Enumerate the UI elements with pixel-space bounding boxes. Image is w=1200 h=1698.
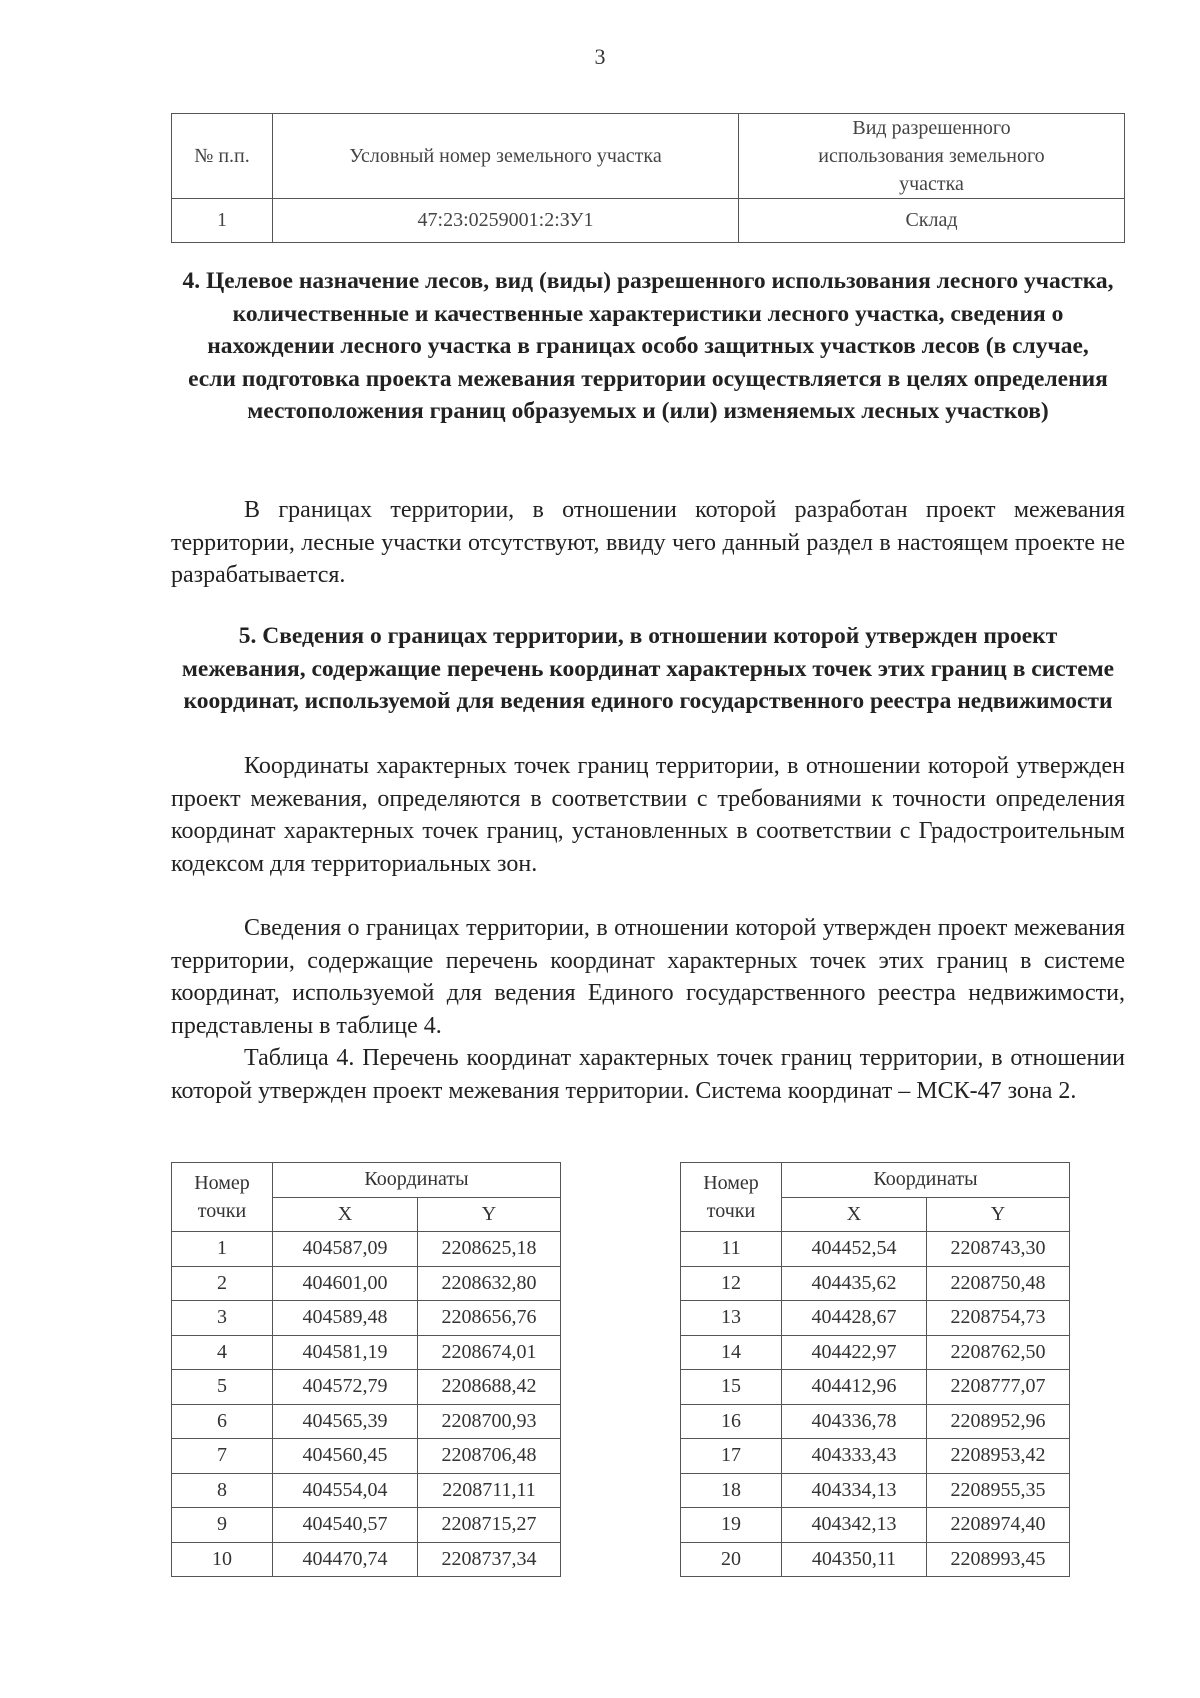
x-coordinate-cell: 404554,04 bbox=[273, 1473, 418, 1508]
cell-plot-number: 47:23:0259001:2:ЗУ1 bbox=[273, 199, 739, 243]
point-number-cell: 20 bbox=[681, 1542, 782, 1577]
coordinates-body-left bbox=[172, 1232, 561, 1577]
x-coordinate-cell: 404470,74 bbox=[273, 1542, 418, 1577]
x-coordinate-cell: 404565,39 bbox=[273, 1404, 418, 1439]
y-coordinate-cell: 2208737,34 bbox=[418, 1542, 561, 1577]
x-coordinate-cell: 404581,19 bbox=[273, 1335, 418, 1370]
point-number-cell: 6 bbox=[172, 1404, 273, 1439]
table-row bbox=[681, 1301, 1070, 1336]
cell-permitted-use: Склад bbox=[739, 199, 1125, 243]
table-row bbox=[172, 199, 1125, 243]
y-coordinate-cell: 2208706,48 bbox=[418, 1439, 561, 1474]
x-coordinate-cell: 404560,45 bbox=[273, 1439, 418, 1474]
table-row bbox=[681, 1542, 1070, 1577]
point-number-cell: 12 bbox=[681, 1266, 782, 1301]
point-number-cell: 4 bbox=[172, 1335, 273, 1370]
y-coordinate-cell: 2208656,76 bbox=[418, 1301, 561, 1336]
table-row bbox=[172, 1266, 561, 1301]
coord-header-row bbox=[681, 1163, 1070, 1198]
point-number-cell: 7 bbox=[172, 1439, 273, 1474]
y-coordinate-cell: 2208632,80 bbox=[418, 1266, 561, 1301]
point-number-cell: 8 bbox=[172, 1473, 273, 1508]
x-coordinate-cell: 404412,96 bbox=[782, 1370, 927, 1405]
point-number-cell: 13 bbox=[681, 1301, 782, 1336]
table-row bbox=[681, 1370, 1070, 1405]
coordinates-header: Координаты bbox=[782, 1163, 1070, 1198]
point-number-cell: 18 bbox=[681, 1473, 782, 1508]
point-number-cell: 19 bbox=[681, 1508, 782, 1543]
x-coordinate-cell: 404342,13 bbox=[782, 1508, 927, 1543]
x-coordinate-cell: 404589,48 bbox=[273, 1301, 418, 1336]
x-coordinate-cell: 404601,00 bbox=[273, 1266, 418, 1301]
point-number-cell: 1 bbox=[172, 1232, 273, 1267]
point-number-cell: 10 bbox=[172, 1542, 273, 1577]
point-number-cell: 11 bbox=[681, 1232, 782, 1267]
y-coordinate-cell: 2208711,11 bbox=[418, 1473, 561, 1508]
point-number-cell: 15 bbox=[681, 1370, 782, 1405]
point-number-cell: 2 bbox=[172, 1266, 273, 1301]
table-row bbox=[172, 1404, 561, 1439]
coordinates-table-left bbox=[171, 1162, 561, 1577]
section-5-heading: 5. Сведения о границах территории, в отношении которой утвержден проект межевания, содержащие перечень координат характерных точек этих границ в системе координат, используемой для ведения единого государственного реестра недвижимости bbox=[181, 623, 1115, 714]
table-row bbox=[681, 1266, 1070, 1301]
page-number: 3 bbox=[594, 44, 606, 69]
y-coordinate-cell: 2208993,45 bbox=[927, 1542, 1070, 1577]
point-number-cell: 17 bbox=[681, 1439, 782, 1474]
y-coordinate-cell: 2208688,42 bbox=[418, 1370, 561, 1405]
x-coordinate-cell: 404336,78 bbox=[782, 1404, 927, 1439]
y-coordinate-cell: 2208777,07 bbox=[927, 1370, 1070, 1405]
x-coordinate-cell: 404422,97 bbox=[782, 1335, 927, 1370]
x-header: X bbox=[273, 1197, 418, 1232]
x-coordinate-cell: 404435,62 bbox=[782, 1266, 927, 1301]
y-coordinate-cell: 2208674,01 bbox=[418, 1335, 561, 1370]
y-coordinate-cell: 2208750,48 bbox=[927, 1266, 1070, 1301]
table-row bbox=[172, 1335, 561, 1370]
land-plot-table bbox=[171, 113, 1125, 243]
y-coordinate-cell: 2208762,50 bbox=[927, 1335, 1070, 1370]
point-number-cell: 9 bbox=[172, 1508, 273, 1543]
table-row bbox=[172, 1508, 561, 1543]
table-4-caption: Таблица 4. Перечень координат характерных точек границ территории, в отношении которой утвержден проект межевания территории. Система координат – МСК-47 зона 2. bbox=[171, 1045, 1125, 1104]
point-number-cell: 14 bbox=[681, 1335, 782, 1370]
y-coordinate-cell: 2208952,96 bbox=[927, 1404, 1070, 1439]
point-number-cell: 5 bbox=[172, 1370, 273, 1405]
y-coordinate-cell: 2208700,93 bbox=[418, 1404, 561, 1439]
table-row bbox=[681, 1335, 1070, 1370]
section-5-paragraph-1: Координаты характерных точек границ территории, в отношении которой утвержден проект межевания, определяются в соответствии с требованиями к точности определения координат характерных точек границ, установленных в соответствии с Градостроительным кодексом для территориальных зон. bbox=[171, 753, 1125, 877]
table-row bbox=[681, 1473, 1070, 1508]
x-coordinate-cell: 404334,13 bbox=[782, 1473, 927, 1508]
point-number-cell: 16 bbox=[681, 1404, 782, 1439]
table-row bbox=[172, 1473, 561, 1508]
coord-header-row bbox=[172, 1163, 561, 1198]
x-coordinate-cell: 404333,43 bbox=[782, 1439, 927, 1474]
coordinates-body-right bbox=[681, 1232, 1070, 1577]
x-coordinate-cell: 404452,54 bbox=[782, 1232, 927, 1267]
col-header-index: № п.п. bbox=[172, 114, 273, 199]
x-coordinate-cell: 404587,09 bbox=[273, 1232, 418, 1267]
col-header-plot-number: Условный номер земельного участка bbox=[273, 114, 739, 199]
table-row bbox=[681, 1439, 1070, 1474]
point-number-cell: 3 bbox=[172, 1301, 273, 1336]
table-row bbox=[172, 1439, 561, 1474]
point-number-header: Номер точки bbox=[172, 1163, 273, 1232]
table-row bbox=[681, 1232, 1070, 1267]
y-header: Y bbox=[927, 1197, 1070, 1232]
section-4-text: В границах территории, в отношении которой разработан проект межевания территории, лесные участки отсутствуют, ввиду чего данный раздел в настоящем проекте не разрабатывается. bbox=[171, 497, 1125, 588]
coordinates-header: Координаты bbox=[273, 1163, 561, 1198]
y-header: Y bbox=[418, 1197, 561, 1232]
y-coordinate-cell: 2208754,73 bbox=[927, 1301, 1070, 1336]
x-coordinate-cell: 404350,11 bbox=[782, 1542, 927, 1577]
table-row bbox=[172, 1301, 561, 1336]
table-row bbox=[681, 1404, 1070, 1439]
y-coordinate-cell: 2208715,27 bbox=[418, 1508, 561, 1543]
section-5-paragraph-2: Сведения о границах территории, в отношении которой утвержден проект межевания территории, содержащие перечень координат характерных точек этих границ в системе координат, используемой для ведения Единого государственного реестра недвижимости, представлены в таблице 4. bbox=[171, 915, 1125, 1039]
table-row bbox=[681, 1508, 1070, 1543]
y-coordinate-cell: 2208974,40 bbox=[927, 1508, 1070, 1543]
table-header-row bbox=[172, 114, 1125, 199]
y-coordinate-cell: 2208953,42 bbox=[927, 1439, 1070, 1474]
cell-index: 1 bbox=[172, 199, 273, 243]
x-header: X bbox=[782, 1197, 927, 1232]
y-coordinate-cell: 2208743,30 bbox=[927, 1232, 1070, 1267]
x-coordinate-cell: 404540,57 bbox=[273, 1508, 418, 1543]
y-coordinate-cell: 2208625,18 bbox=[418, 1232, 561, 1267]
y-coordinate-cell: 2208955,35 bbox=[927, 1473, 1070, 1508]
x-coordinate-cell: 404572,79 bbox=[273, 1370, 418, 1405]
point-number-header: Номер точки bbox=[681, 1163, 782, 1232]
table-row bbox=[172, 1370, 561, 1405]
coordinates-table-right bbox=[680, 1162, 1070, 1577]
section-4-heading: 4. Целевое назначение лесов, вид (виды) разрешенного использования лесного участка, количественные и качественные характеристики лесного участка, сведения о нахождении лесного участка в границах особо защитных участков лесов (в случае, если подготовка проекта межевания территории осуществляется в целях определения местоположения границ образуемых и (или) изменяемых лесных участков) bbox=[182, 268, 1114, 424]
table-row bbox=[172, 1232, 561, 1267]
col-header-permitted-use: Вид разрешенного использования земельного участка bbox=[739, 114, 1125, 199]
table-row bbox=[172, 1542, 561, 1577]
x-coordinate-cell: 404428,67 bbox=[782, 1301, 927, 1336]
